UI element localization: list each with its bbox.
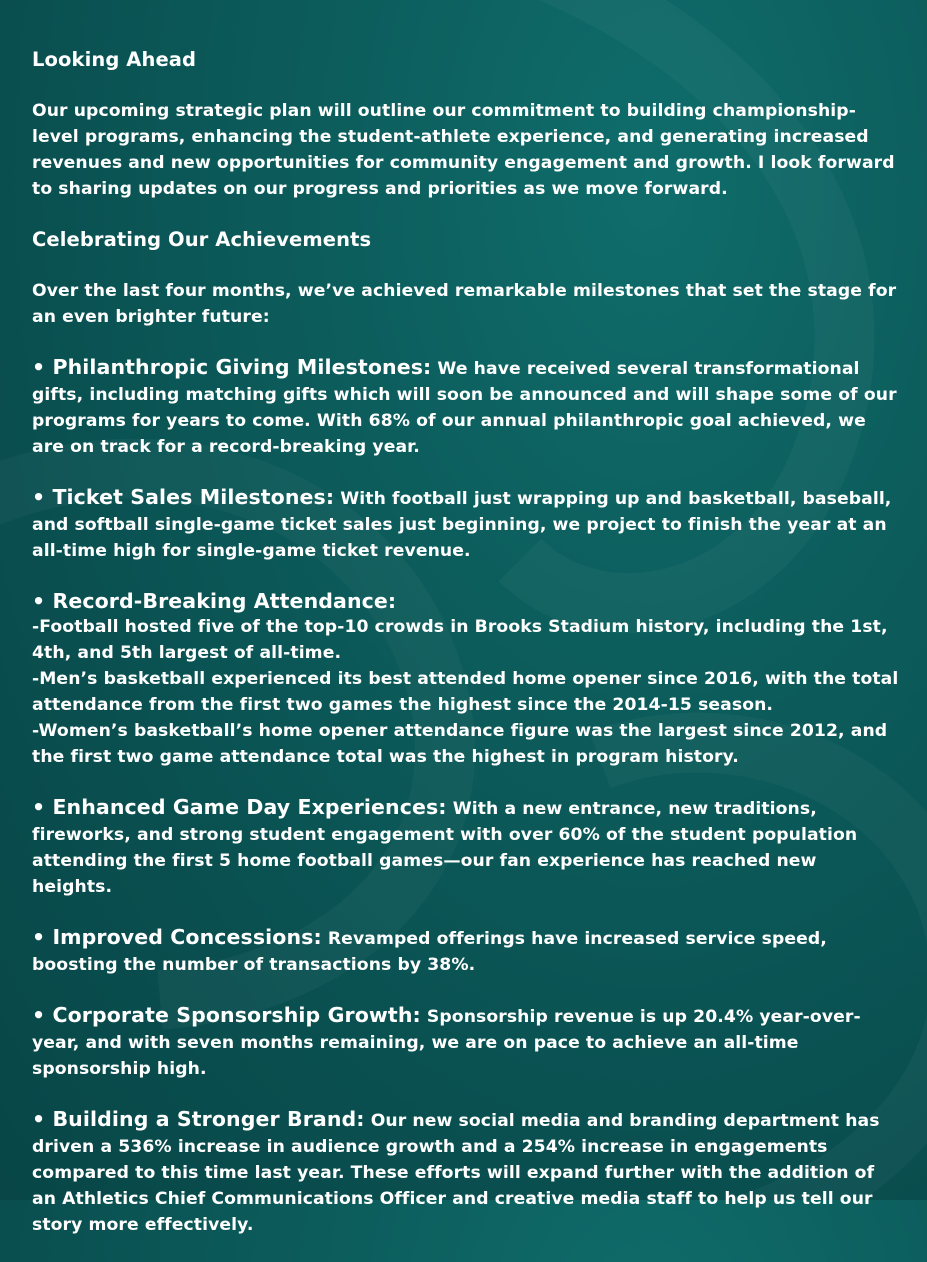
item-title: • Ticket Sales Milestones: [32,485,335,509]
document-body [32,46,902,1262]
item-title: • Building a Stronger Brand: [32,1107,365,1131]
item-text: With football just wrapping up and basketball, baseball, and softball single-game ticket sales just beginning, we project to finish the year at an all-time high for single-game ticket revenue. [32,489,892,561]
looking-ahead-paragraph: Our upcoming strategic plan will outline our commitment to building championship-level programs, enhancing the student-athlete experience, and generating increased revenues and new opportunities for community engagement and growth. I look forward to sharing updates on our progress and priorities as we move forward. [32,101,895,199]
list-item-stronger-brand [32,1106,902,1238]
item-text: Our new social media and branding department has driven a 536% increase in audience growth and a 254% increase in engagements compared to this time last year. These efforts will expand further with the addition of an Athletics Chief Communications Officer and creative media staff to help us tell our story more effectively. [32,1111,880,1235]
attendance-subpoint-mens-basketball: -Men’s basketball experienced its best attended home opener since 2016, with the total attendance from the first two games the highest since the 2014-15 season. [32,669,899,715]
list-item-philanthropic-giving [32,354,902,460]
achievements-intro: Over the last four months, we’ve achieved remarkable milestones that set the stage for an even brighter future: [32,281,897,327]
item-title: • Corporate Sponsorship Growth: [32,1003,421,1027]
item-text: Sponsorship revenue is up 20.4% year-over-year, and with seven months remaining, we are on pace to achieve an all-time sponsorship high. [32,1007,861,1079]
item-text: With a new entrance, new traditions, fireworks, and strong student engagement with over 60% of the student population attending the first 5 home football games—our fan experience has reached new heights. [32,799,858,897]
list-item-game-day-experiences [32,794,902,900]
item-title: • Philanthropic Giving Milestones: [32,355,432,379]
attendance-subpoint-womens-basketball: -Women’s basketball’s home opener attendance figure was the largest since 2012, and the first two game attendance total was the highest in program history. [32,721,888,767]
attendance-subpoint-football: -Football hosted five of the top-10 crowds in Brooks Stadium history, including the 1st, 4th, and 5th largest of all-time. [32,617,888,663]
looking-ahead-heading: Looking Ahead [32,48,197,71]
achievements-heading: Celebrating Our Achievements [32,228,372,251]
item-title: • Improved Concessions: [32,925,322,949]
item-text: We have received several transformational gifts, including matching gifts which will soon be announced and will shape some of our programs for years to come. With 68% of our annual philanthropic goal achieved, we are on track for a record-breaking year. [32,359,897,457]
list-item-concessions [32,924,902,978]
item-title: • Enhanced Game Day Experiences: [32,795,447,819]
list-item-ticket-sales [32,484,902,564]
item-title: • Record-Breaking Attendance: [32,589,397,613]
list-item-sponsorship-growth [32,1002,902,1082]
list-item-record-attendance [32,588,902,770]
item-text: Revamped offerings have increased service speed, boosting the number of transactions by 38%. [32,929,827,975]
